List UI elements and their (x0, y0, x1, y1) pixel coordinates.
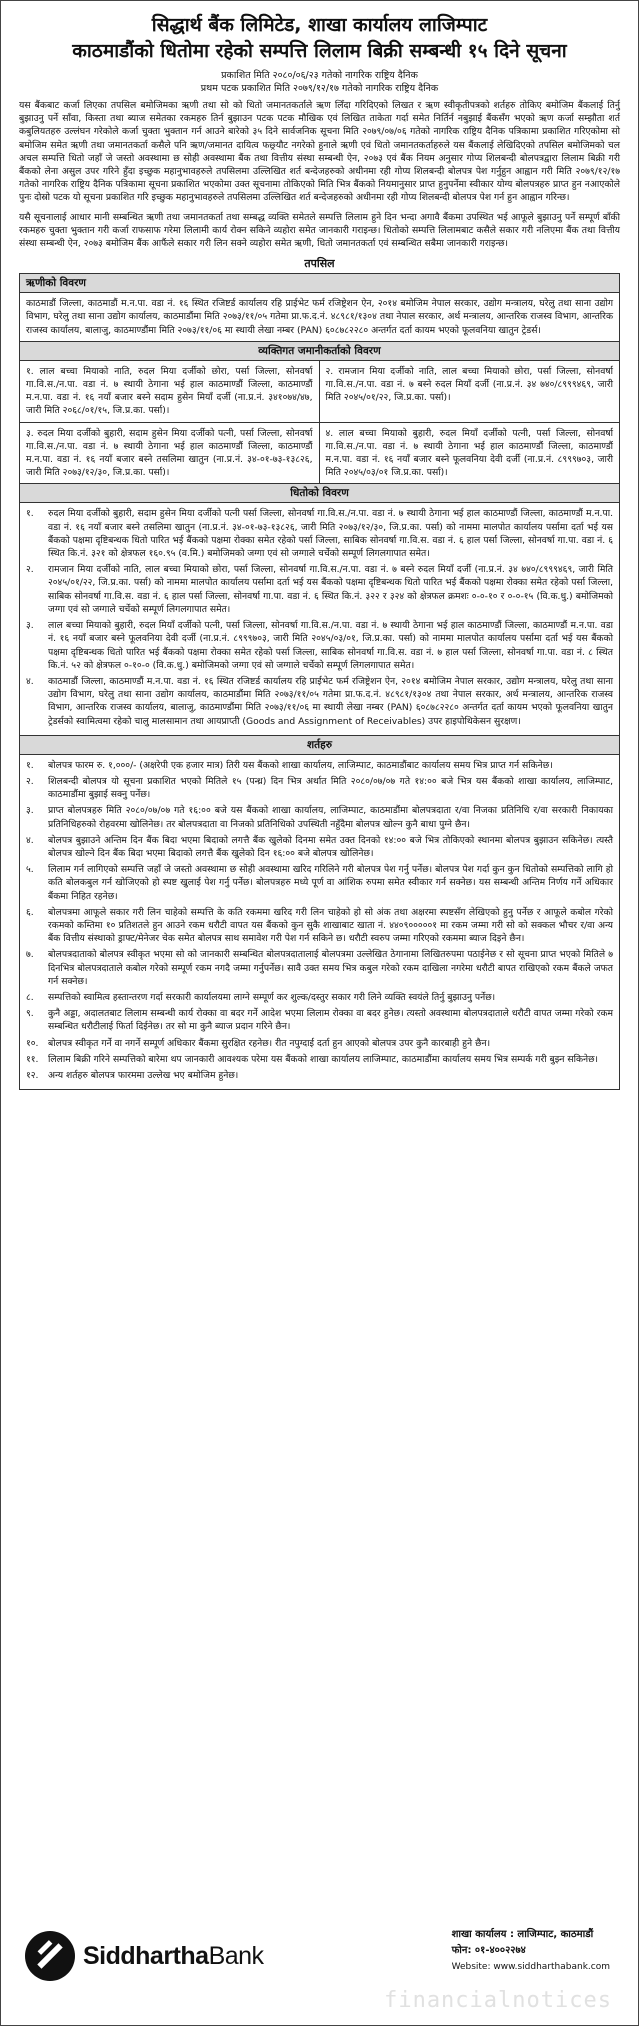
collateral-section (19, 484, 620, 735)
publication-date-line: प्रकाशित मिति २०८०/०६/२३ गतेको नागरिक राष्ट्रिय दैनिक (221, 70, 418, 81)
term-item (26, 948, 613, 988)
brand-bold: Siddhartha (83, 1941, 209, 1970)
intro-paragraph: यस बैंकबाट कर्जा लिएका तपसिल बमोजिमका ऋणी तथा सो को धितो जमानतकर्ताले ऋण लिँदा गरिदिएको लिखत र ऋण स्वीकृतीपत्रको शर्तहरु तोकिए बमोजिम बैंकलाई तिर्नु बुझाउनु पर्ने साँवा, किस्ता तथा ब्याज समेतका रकमहरु तिर्न बुझाउन पटक पटक मौखिक एवं लिखित ताकेता गर्दा समेत निर्तिर्न नबुझाई बैंकसँग भएको ऋण कर्जा सम्झौता शर्त कबुलियतहरु उल्लंघन गरेकोले कर्जा चुक्ता भुक्तान गर्न आउने बारेको ३५ दिने सार्वजनिक सूचना मिति २०७९/०७/०६ गतेको नागरिक राष्ट्रिय दैनिक पत्रिकामा प्रकाशित गरिएकोमा सो बमोजिम समेत ऋणी तथा जमानतकर्ता कसैले पनि ऋण/जमानत दायित्व फछ्र्यौट नगरेको हुनाले ऋणी एवं धितो जमानतकर्ताहरुले यस बैंकलाई लेखिदिएको तपसिल बमोजिमको चल अचल सम्पत्ति धितो जहाँ जे जस्तो अवस्थामा छ सोही अवस्थामा बैंक तथा वित्तीय संस्था सम्बन्धी ऐन, २०७३ एवं बैंक नियम अनुसार गोप्य शिलबन्दी बोलपत्रद्वारा लिलाम बिक्री गरी बैंकको लेना असुल उपर गरिने हुँदा इच्छुक महानुभावहरुले तपसिलमा उल्लिखित शर्त बन्देजहरुको अधीनमा रही गोप्य शिलबन्दी बोलपत्र पेश गर्नुहुन आह्वान गरी मिति २०७९/१२/१७ गतेको नागरिक राष्ट्रिय दैनिक पत्रिकामा सूचना प्रकाशित भएकोमा उक्त सूचनामा तोकिएको मिति भित्र बैंकको नियमानुसार प्राप्त हुनुपर्नेमा स्वीकार योग्य बोलपत्रहरु प्राप्त हुन नआएकोले पुनः दोस्रो पटक यो सूचना प्रकाशित गरि इच्छुक महानुभावहरुले तपसिलमा उल्लिखित शर्त बन्देजहरुको अधीनमा रही गोप्य शिलबन्दी बोलपत्र पेश गर्न हुन आह्वान गरिन्छ। (19, 100, 620, 204)
collateral-item (26, 507, 613, 560)
item-number: ४. (26, 834, 34, 846)
term-item (26, 1037, 613, 1050)
item-number: १. (26, 508, 34, 520)
item-number: १. (26, 759, 34, 771)
item-number: ६. (26, 906, 34, 918)
term-item (26, 834, 613, 860)
term-item (26, 1007, 613, 1033)
collateral-item (26, 619, 613, 672)
collateral-item (26, 563, 613, 616)
notice-title-bank: सिद्धार्थ बैंक लिमिटेड, शाखा कार्यालय लाजिम्पाट (151, 14, 488, 36)
guarantors-heading: व्यक्तिगत जमानीकर्ताको विवरण (20, 342, 619, 361)
bank-brand-name (83, 1942, 264, 1971)
item-text: शिलबन्दी बोलपत्र यो सूचना प्रकाशित भएको मितिले १५ (पन्ध्र) दिन भित्र अर्थात मिति २०८०/०७/०७ गते १४:०० बजे भित्र यस बैंकको शाखा कार्यालय, लाजिम्पाट, काठमाडौंमा बुझाई सक्नु पर्नेछ। (48, 775, 613, 801)
guarantor-item: ३. रुदल मिया दर्जीको बुहारी, सदाम हुसेन मिया दर्जीको पत्नी, पर्सा जिल्ला, सोनवर्षा गा.वि.स./न.पा. वडा नं. ७ स्थायी ठेगाना भई हाल काठमाण्डौं जिल्ला, काठमाण्डौं म.न.पा. वडा नं. १६ नयाँ बजार बस्ने तसलिमा खातुन (ना.प्र.नं. ३४-०१-७३-१३८२६, जारी मिति २०७३/१२/३०, जि.प्र.का. पर्सा)। (20, 423, 320, 484)
term-item (26, 804, 613, 830)
terms-list (20, 755, 619, 1089)
item-text: बोलपत्रमा आफूले सकार गरी लिन चाहेको सम्पत्ति के कति रकममा खरिद गरी लिन चाहेको हो सो अंक तथा अक्षरमा स्पष्टसँग लेखिएको हुनु पर्नेछ र आफूले कबोल गरेको रकमको कम्तिमा १० प्रतिशतले हुन आउने रकम धरौटी वापत यस बैंकको कुन सुकै शाखाबाट खाता नं. ४४०९०००००१ मा रकम जम्मा गरी सो को सक्कल भौचर र/वा अन्य बैंक वित्तीय संस्थाको ड्राफ्ट/मेनेजर चेक समेत बोलपत्र साथ समावेश गरी पेश गर्न सकिने छ। धरौटी स्वरुप जम्मा गरिएको रकममा ब्याज दिइने छैन। (48, 906, 613, 945)
bank-website-link[interactable]: Website: www.siddharthabank.com (451, 1962, 610, 1972)
item-text: लाल बच्चा मियाको बुहारी, रुदल मियाँ दर्जीको पत्नी, पर्सा जिल्ला, सोनवर्षा गा.वि.स./न.पा. वडा नं. ७ स्थायी ठेगाना भई हाल काठमाण्डौं जिल्ला, काठमाण्डौं म.न.पा. वडा नं. १६ नयाँ बजार बस्ने फूलवनिया देवी दर्जी (ना.प्र.नं. ८९९९७०३, जारी मिति २०४५/०३/०१, जि.प्र.का. पर्सा) को नाममा मालपोत कार्यालय पर्सामा दर्ता भई यस बैंकको पक्षमा दृष्टिबन्धक धितो पारित भई बैंकको पक्षमा रोक्का समेत रहेको पर्सा जिल्ला, साबिक सोनवर्षा गा.वि.स. वडा नं. ७ हाल पर्सा जिल्ला, सोनवर्षा गा.पा. वडा नं. ८ स्थित कि.नं. ५२ को क्षेत्रफल ०-१०-० (वि.क.धु.) बमोजिमको जग्गा एवं सो जग्गाले चर्चेको सम्पूर्ण लिगलगापात समेत। (48, 620, 613, 671)
item-text: बोलपत्र फारम रु. १,०००/- (अक्षरेपी एक हजार मात्र) तिरी यस बैंकको शाखा कार्यालय, लाजिम्पाट, काठमाडौंबाट कार्यालय समय भित्र प्राप्त गर्न सकिनेछ। (48, 759, 553, 771)
collateral-item (26, 675, 613, 728)
item-text: प्राप्त बोलपत्रहरु मिति २०८०/०७/०७ गते १६:०० बजे यस बैंकको शाखा कार्यालय, लाजिम्पाट, काठमाडौंमा बोलपत्रदाता र/वा निजका प्रतिनिधि र/वा सरकारी निकायका प्रतिनिधिहरुको रोहवरमा खोलिनेछ। तर बोलपत्रदाता वा निजको प्रतिनिधिको उपस्थिती नहुँदैमा बोलपत्र खोल्न कुनै बाधा पुग्ने छैन। (48, 805, 613, 830)
note-paragraph: यसै सूचनालाई आधार मानी सम्बन्धित ऋणी तथा जमानतकर्ता तथा सम्बद्ध व्यक्ति समेतले सम्पत्ति लिलाम हुने दिन भन्दा अगावै बैंकमा उपस्थित भई आफूले बुझाउनु पर्ने सम्पूर्ण बाँकी रकमहरु चुक्ता भुक्तान गरी कर्जा राफसाफ गरेमा लिलामी कार्य रोक्न सकिने व्यहोरा समेत जानकारी गराइन्छ। धितोको सम्पत्ति लिलामबाट कसैले सकार गरी नलिएमा बैंक तथा वित्तीय संस्था सम्बन्धी ऐन, २०७३ बमोजिम बैंक आफैंले सकार गरी लिन सक्ने व्यहोरा समेत ऋणी, धितो जमानतकर्ता एवं सम्बन्धित सबैमा जानकारी गराइन्छ। (19, 211, 620, 250)
item-number: ८. (26, 991, 34, 1003)
branch-phone: फोन: ०१-४००२२७४ (451, 1945, 526, 1956)
item-text: बोलपत्रदाताको बोलपत्र स्वीकृत भएमा सो को जानकारी सम्बन्धित बोलपत्रदातालाई बोलपत्रमा उल्लेखित ठेगानामा लिखितरुपमा पठाईनेछ र सो सूचना प्राप्त भएको मितिले ७ दिनभित्र बोलपत्रदाताले कबोल गरेको सम्पूर्ण रकम नगदै जम्मा गर्नुपर्नेछ। सावै उक्त समय भित्र कबुल गरेको रकम दाखिला नगरेमा धरौटी बापत राखिएको रकम बैंकले जफत गर्न सक्नेछ। (48, 949, 613, 987)
term-item (26, 863, 613, 903)
bank-logo (25, 1931, 264, 1981)
item-number: ३. (26, 620, 34, 632)
guarantors-grid (20, 361, 619, 484)
item-number: १२. (26, 1069, 39, 1081)
guarantor-item: ४. लाल बच्चा मियाको बुहारी, रुदल मियाँ दर्जीको पत्नी, पर्सा जिल्ला, सोनवर्षा गा.वि.स./न.पा. वडा नं. ७ स्थायी ठेगाना भई हाल काठमाण्डौं जिल्ला, काठमाण्डौं म.न.पा. वडा नं. १६ नयाँ बजार बस्ने फूलवनिया देवी दर्जी (ना.प्र.नं. ८९९९७०३, जारी मिति २०४५/०३/०१ जि.प्र.का. पर्सा)। (325, 427, 613, 479)
branch-address: शाखा कार्यालय : लाजिम्पाट, काठमाडौं (451, 1929, 594, 1940)
item-number: २. (26, 775, 34, 787)
terms-heading: शर्तहरु (20, 736, 619, 755)
term-item (26, 1053, 613, 1066)
borrower-heading: ऋणीको विवरण (20, 274, 619, 293)
branch-contact (452, 1927, 610, 1975)
borrower-details: काठमाडौं जिल्ला, काठमाडौं म.न.पा. वडा नं. १६ स्थित रजिष्टर्ड कार्यालय रहि प्राईभेट फर्म रजिष्ट्रेशन ऐन, २०१४ बमोजिम नेपाल सरकार, उद्योग मन्त्रालय, घरेलु तथा साना उद्योग विभाग, घरेलु तथा साना उद्योग कार्यालय, काठमाडौंमा मिति २०७३/११/०५ गतेमा प्रा.फ.द.नं. ४८९८१/१३०४ तथा नेपाल सरकार, अर्थ मन्त्रालय, आन्तरिक राजस्व विभाग, आन्तरिक राजस्व कार्यालय, बालाजु, काठमाण्डौंमा मिति २०७३/११/०६ मा स्थायी लेखा नम्बर (PAN) ६०८७८२२८० अन्तर्गत दर्ता कायम भएको फूलवनिया खातुन ट्रेडर्स। (26, 298, 613, 336)
item-number: ९. (26, 1008, 34, 1020)
item-number: ११. (26, 1053, 39, 1065)
item-number: ४. (26, 675, 34, 687)
item-text: काठमाडौं जिल्ला, काठमाण्डौं म.न.पा. वडा नं. १६ स्थित रजिष्टर्ड कार्यालय रहि प्राईभेट फर्म रजिष्ट्रेशन ऐन, २०१४ बमोजिम नेपाल सरकार, उद्योग मन्त्रालय, घरेलु तथा साना उद्योग विभाग, घरेलु तथा साना उद्योग कार्यालय, काठमाडौंमा मिति २०७३/११/०५ गतेमा प्रा.फ.द.नं. ४८९८१/१३०४ तथा नेपाल सरकार, अर्थ मन्त्रालय, आन्तरिक राजस्व विभाग, आन्तरिक राजस्व कार्यालय, बालाजु, काठमाण्डौंमा मिति २०७३/११/०६ मा स्थायी लेखा नम्बर (PAN) ६०८७८२२८० अन्तर्गत दर्ता कायम भएको फूलवनिया खातुन ट्रेडर्सको स्वामित्वमा रहेको चालु मालसामान तथा आयप्राप्ती (Goods and Assignment of Receivables) उपर हाइपोथिकेसन सुरक्षण। (48, 675, 613, 727)
first-publication-line: प्रथम पटक प्रकाशित मिति २०७९/१२/१७ गतेको नागरिक राष्ट्रिय दैनिक (200, 83, 439, 94)
item-text: अन्य शर्तहरु बोलपत्र फारममा उल्लेख भए बमोजिम हुनेछ। (48, 1069, 239, 1081)
term-item (26, 775, 613, 801)
item-text: बोलपत्र बुझाउने अन्तिम दिन बैंक बिदा भएमा बिदाको लगत्तै बैंक खुलेको दिनमा समेत उक्त दिनको १४:०० बजे भित्र तोकिएको स्थानमा बोलपत्र बुझाउन सकिनेछ। त्यस्तै बोलपत्र खोल्ने दिन बैंक बिदा भएमा बिदाको लगत्तै बैंक खुलेको दिन १६:०० बजे बोलपत्र खोलिनेछ। (48, 834, 613, 859)
term-item (26, 991, 613, 1004)
tapsil-heading: तपसिल (304, 257, 335, 271)
item-text: लिलाम गर्न लागिएको सम्पत्ति जहाँ जे जस्तो अवस्थामा छ सोही अवस्थामा खरिद गरिलिने गरी बोलपत्र पेश गर्नु पर्नेछ। बोलपत्र पेश गर्दा कुन कुन धितोको सम्पत्तिको लागि हो कति बोलकबुल गर्न खोजिएको हो स्पष्ट खुलाई पेश गर्नु पर्नेछ। बोलपत्रहरु मध्ये पूर्ण वा आंशिक रुपमा समेत स्वीकार गर्न सक्नेछ। यस सम्बन्धी अन्तिम निर्णय गर्ने अधिकार बैंकमा निहित रहनेछ। (48, 864, 613, 902)
collateral-list (20, 503, 619, 734)
source-watermark: financialnotices (384, 1988, 612, 2013)
brand-light: Bank (208, 1941, 264, 1970)
item-text: रुदल मिया दर्जीको बुहारी, सदाम हुसेन मिया दर्जीको पत्नी पर्सा जिल्ला, सोनवर्षा गा.वि.स./न.पा. वडा नं. ७ स्थायी ठेगाना भई हाल काठमाण्डौं जिल्ला, काठमाण्डौं म.न.पा. वडा नं. १६ नयाँ बजार बस्ने तसलिमा खातुन (ना.प्र.नं. ३४-०१-७३-१३८२६, जारी मिति २०७३/१२/३०, जि.प्र.का. पर्सा) को नाममा मालपोत कार्यालय पर्सामा दर्ता भई यस बैंकको पक्षमा दृष्टिबन्धक धितो पारित भई बैंकको पक्षमा रोक्का समेत रहेको पर्सा जिल्ला, साबिक सोनवर्षा गा.वि.स. वडा नं. ६ हाल पर्सा जिल्ला, सोनवर्षा गा.पा. वडा नं. ६ स्थित कि.नं. ३२१ को क्षेत्रफल १६०.९५ (व.मि.) बमोजिमको जग्गा एवं सो जग्गाले चर्चेको सम्पूर्ण लिगलगापात समेत। (48, 508, 613, 560)
guarantor-item: २. रामजान मिया दर्जीको नाति, लाल बच्चा मियाको छोरा, पर्सा जिल्ला, सोनवर्षा गा.वि.स./न.पा. वडा नं. ७ बस्ने रुदल मियाँ दर्जी (ना.प्र.नं. ३४ ७४०/८९९९४६९, जारी मिति २०४५/०१/२२, जि.प्र.का. पर्सा)। (320, 361, 620, 423)
guarantors-section (19, 342, 620, 485)
item-text: रामजान मिया दर्जीको नाति, लाल बच्चा मियाको छोरा, पर्सा जिल्ला, सोनवर्षा गा.वि.स./न.पा. वडा नं. ७ बस्ने रुदल मियाँ दर्जी (ना.प्र.नं. ३४ ७४०/८९९९४६९, जारी मिति २०४५/०१/२२, जि.प्र.का. पर्सा) को नाममा मालपोत कार्यालय पर्सामा दर्ता भई यस बैंकको पक्षमा दृष्टिबन्धक धितो पारित भई बैंकको पक्षमा रोक्का समेत रहेको पर्सा जिल्ला, साबिक सोनवर्षा गा.वि.स. वडा नं. ६ हाल पर्सा जिल्ला, सोनवर्षा गा.पा. वडा नं. ६ स्थित कि.नं. ३२२ र ३२४ को क्षेत्रफल क्रमशः ०-०-१० र ०-०-१५ (वि.क.धु.) बमोजिमको जग्गा एवं सो जग्गाले चर्चेको सम्पूर्ण लिगलगापात समेत। (48, 564, 613, 615)
term-item (26, 1069, 613, 1082)
term-item (26, 759, 613, 772)
notice-title-subject: काठमाडौंको धितोमा रहेको सम्पत्ति लिलाम बिक्री सम्बन्धी १५ दिने सूचना (72, 40, 567, 62)
notice-footer (19, 1919, 620, 2019)
term-item (26, 906, 613, 946)
item-text: सम्पत्तिको स्वामित्व हस्तान्तरण गर्दा सरकारी कार्यालयमा लाग्ने सम्पूर्ण कर शुल्क/दस्तुर सकार गरी लिने व्यक्ति स्वयंले तिर्नु बुझाउनु पर्नेछ। (48, 991, 496, 1003)
guarantor-item: १. लाल बच्चा मियाको नाति, रुदल मिया दर्जीको छोरा, पर्सा जिल्ला, सोनवर्षा गा.वि.स./न.पा. वडा नं. ७ स्थायी ठेगाना भई हाल काठमाण्डौं जिल्ला, काठमाण्डौं म.न.पा. वडा नं. १६ नयाँ बजार बस्ने सदाम हुसेन मियाँ दर्जी (ना.प्र.नं. ३४१०७४/४७, जारी मिति २०६८/०१/१५, जि.प्र.का. पर्सा)। (20, 361, 320, 423)
item-number: १०. (26, 1037, 39, 1049)
item-text: लिलाम बिक्री गरिने सम्पत्तिको बारेमा थप जानकारी आवश्यक परेमा यस बैंकको शाखा कार्यालय लाजिम्पाट, काठमाडौंमा कार्यालय समय भित्र सम्पर्क गरी बुझ्न सकिनेछ। (48, 1053, 599, 1065)
item-number: ७. (26, 949, 34, 961)
item-number: ५. (26, 864, 34, 876)
item-text: बोलपत्र स्वीकृत गर्ने वा नगर्ने सम्पूर्ण अधिकार बैंकमा सुरक्षित रहनेछ। रीत नपुग्दाई दर्ता हुन आएको बोलपत्र उपर कुनै कारबाही हुने छैन। (48, 1037, 491, 1049)
borrower-section (19, 273, 620, 342)
item-number: २. (26, 564, 34, 576)
item-text: कुनै अड्डा, अदालतबाट लिलाम सम्बन्धी कार्य रोक्का वा बदर गर्ने आदेश भएमा लिलाम रोक्का वा बदर हुनेछ। त्यस्तो अवस्थामा बोलपत्रदाताले धरौटी वापत जम्मा गरेको रकम सम्बन्धित धरौटीलाई फिर्ता दिईनेछ। तर सो मा कुनै ब्याज प्रदान गरिने छैन। (48, 1008, 613, 1033)
terms-section (19, 736, 620, 1090)
siddhartha-bank-logo-icon (25, 1931, 75, 1981)
collateral-heading: धितोको विवरण (20, 484, 619, 503)
item-number: ३. (26, 805, 34, 817)
